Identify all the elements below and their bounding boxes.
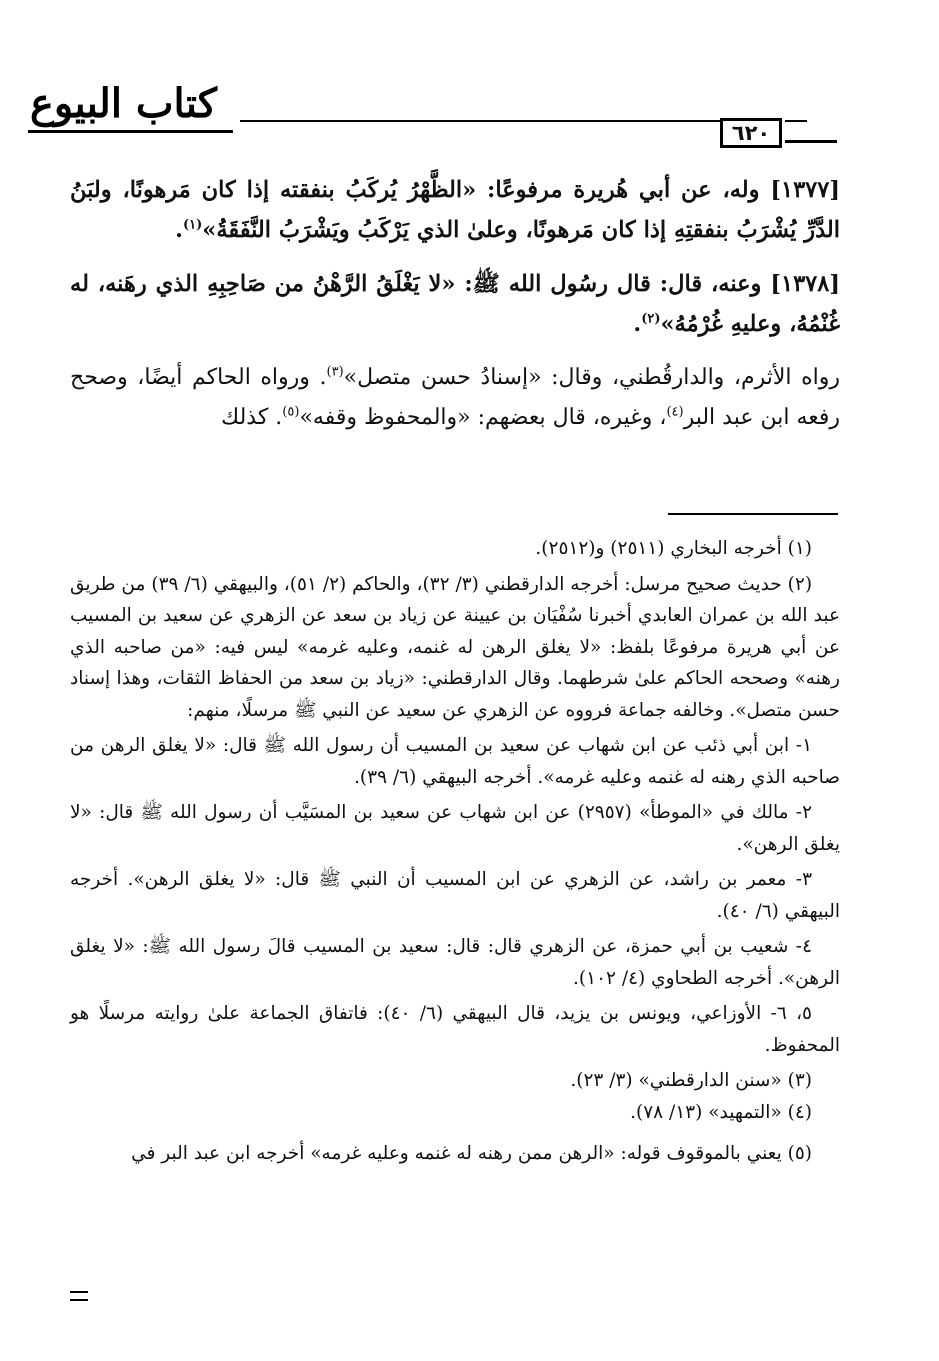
footnotes xyxy=(70,533,840,1174)
footnote-2-item-5-6: ٥، ٦- الأوزاعي، ويونس بن يزيد، قال البيهقي (٦/ ٤٠): فاتفاق الجماعة علىٰ روايته مرسلًا هو المحفوظ. xyxy=(70,1003,840,1056)
running-title: كتاب البيوع xyxy=(30,80,217,127)
footnote-1: (١) أخرجه البخاري (٢٥١١) و(٢٥١٢). xyxy=(535,538,812,559)
commentary-text: رواه الأثرم، والدارقُطني، وقال: «إسنادُ حسن متصل» xyxy=(343,365,840,390)
footnote-2-item-3: ٣- معمر بن راشد، عن الزهري عن ابن المسيب أن النبي ﷺ قال: «لا يغلق الرهن». أخرجه البيهقي (٦/ ٤٠). xyxy=(70,869,840,922)
continuation-mark xyxy=(70,1291,88,1301)
title-underline xyxy=(28,130,233,133)
footnote-4: (٤) «التمهيد» (١٣/ ٧٨). xyxy=(630,1101,812,1123)
hadith-end: . xyxy=(633,311,642,337)
page-number: ٦٢٠ xyxy=(720,118,782,148)
commentary xyxy=(70,358,840,438)
hadith-number: [١٣٧٧] xyxy=(770,177,840,203)
footnote-ref: (٥) xyxy=(282,404,300,420)
commentary-text: . كذلك xyxy=(221,405,283,430)
footnote-ref: (٣) xyxy=(326,364,344,380)
header-rule-left-upper xyxy=(240,120,720,122)
footnote-5: (٥) يعني بالموقوف قوله: «الرهن ممن رهنه له غنمه وعليه غرمه» أخرجه ابن عبد البر في xyxy=(131,1143,812,1164)
commentary-text: ، وغيره، قال بعضهم: «والمحفوظ وقفه» xyxy=(299,405,667,430)
hadith-text: وعنه، قال: قال رسُول الله ﷺ: «لا يَغْلَقُ الرَّهْنُ من صَاحِبِهِ الذي رهَنه، له غُنْمُهُ، وعليهِ غُرْمُهُ» xyxy=(70,271,840,337)
footnote-2-item-2: ٢- مالك في «الموطأ» (٢٩٥٧) عن ابن شهاب عن سعيد بن المسَيَّب أن رسول الله ﷺ قال: «لا يغلق الرهن». xyxy=(70,802,840,855)
footnote-2-item-4: ٤- شعيب بن أبي حمزة، عن الزهري قال: قال: سعيد بن المسيب قالَ رسول الله ﷺ: «لا يغلق الرهن». أخرجه الطحاوي (٤/ ١٠٢). xyxy=(70,936,840,989)
footnote-ref: (٤) xyxy=(666,404,684,420)
main-text xyxy=(70,170,840,438)
hadith-number: [١٣٧٨] xyxy=(770,271,840,297)
hadith-end: . xyxy=(175,217,183,243)
hadith-text: وله، عن أبي هُريرة مرفوعًا: «الظَّهْرُ يُركَبُ بنفقته إذا كان مَرهونًا، ولبَنُ الدَّرِّ يُشْرَبُ بنفقتِهِ إذا كان مَرهونًا، وعلىٰ الذي يَرْكَبُ ويَشْرَبُ النَّفَقَةُ» xyxy=(70,177,840,243)
footnote-2: (٢) حديث صحيح مرسل: أخرجه الدارقطني (٣/ ٣٢)، والحاكم (٢/ ٥١)، والبيهقي (٦/ ٣٩) من طريق عبد الله بن عمران العابدي أخبرنا سُفْيَان بن عيينة عن زياد بن سعد عن الزهري عن سعيد بن المسيب عن أبي هريرة مرفوعًا بلفظ: «لا يغلق الرهن له غنمه، وعليه غرمه» ليس فيه: «من صاحبه الذي رهنه» وصححه الحاكم علىٰ شرطهما. وقال الدارقطني: «زياد بن سعد من الحفاظ الثقات، وهذا إسناد حسن متصل». وخالفه جماعة فرووه عن الزهري عن سعيد عن النبي ﷺ مرسلًا، منهم: xyxy=(70,573,840,721)
footnote-ref: (١) xyxy=(182,217,203,233)
footnote-2-item-1: ١- ابن أبي ذئب عن ابن شهاب عن سعيد بن المسيب أن رسول الله ﷺ قال: «لا يغلق الرهن من صاحبه الذي رهنه له غنمه وعليه غرمه». أخرجه البيهقي (٦/ ٣٩). xyxy=(70,735,840,788)
hadith-1378 xyxy=(70,264,840,344)
hadith-1377 xyxy=(70,170,840,250)
footnote-separator xyxy=(668,513,838,515)
commentary-text: . ورواه الحاكم أيضًا، وصحح رفعه ابن عبد البر xyxy=(70,365,840,430)
header-rule-right-upper xyxy=(785,120,807,122)
footnote-3: (٣) «سنن الدارقطني» (٣/ ٢٣). xyxy=(570,1070,812,1091)
page-header xyxy=(0,60,939,150)
footnote-ref: (٢) xyxy=(641,311,661,327)
header-rule-right-lower xyxy=(785,140,837,143)
